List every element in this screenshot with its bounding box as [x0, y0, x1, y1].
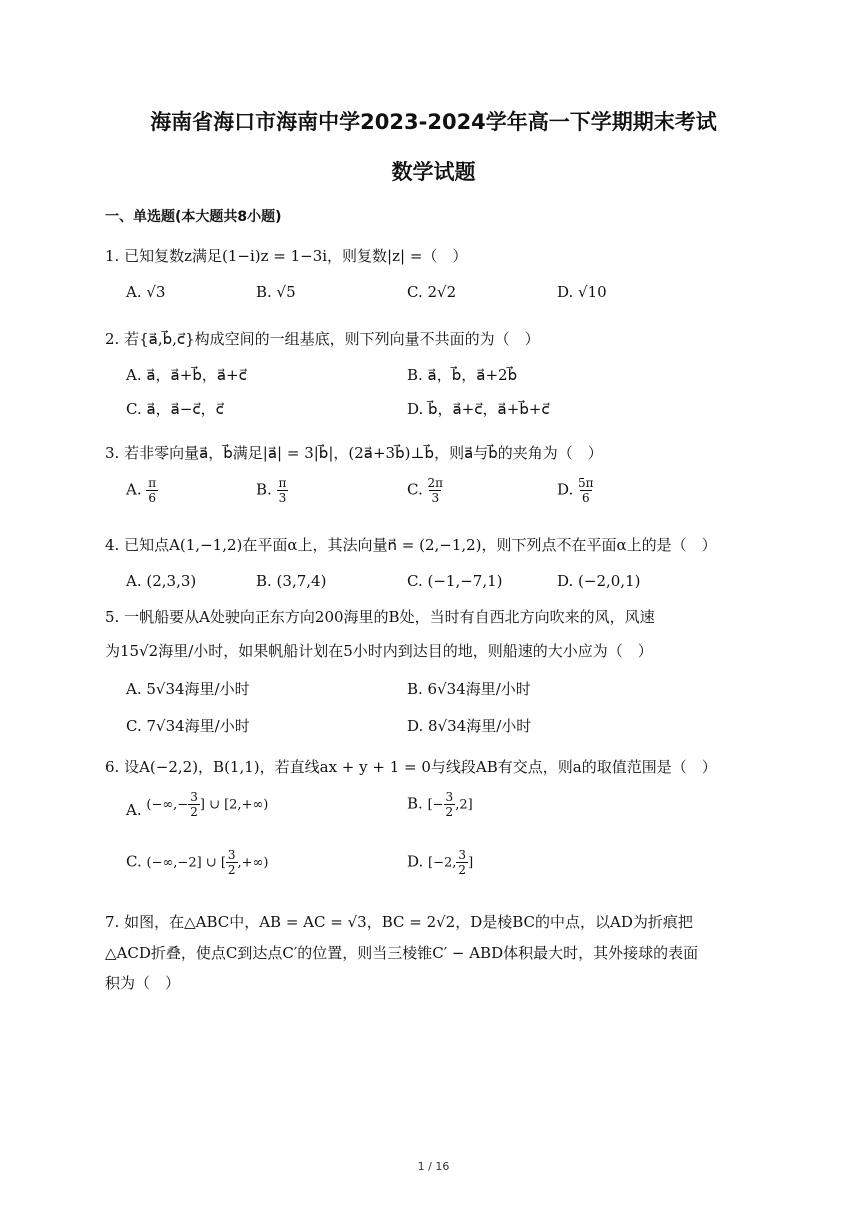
q6-option-d — [407, 848, 473, 877]
q6-option-d-fraction: $\frac{3}{2}$ — [458, 848, 467, 877]
q6-option-d-label: D. — [407, 852, 424, 871]
q6-option-a-math-right: ] ∪ [2,+∞) — [199, 797, 269, 813]
section-heading: 一、单选题(本大题共8小题) — [105, 209, 282, 225]
page-indicator: 1 / 16 — [417, 1160, 450, 1173]
q1-option-c: C. 2√2 — [407, 283, 457, 301]
q6-option-c-fraction: $\frac{3}{2}$ — [227, 848, 236, 877]
q4-option-d: D. (−2,0,1) — [557, 572, 641, 590]
q6-option-b — [407, 790, 473, 819]
question-7-stem-line3: 积为（ ） — [105, 974, 181, 992]
question-5-stem-line2: 为15√2海里/小时，如果帆船计划在5小时内到达目的地，则船速的大小应为（ ） — [105, 642, 653, 660]
exam-title: 海南省海口市海南中学2023-2024学年高一下学期期末考试 — [150, 110, 717, 134]
q3-option-c — [407, 476, 443, 505]
question-7-stem-line2: △ACD折叠，使点C到达点C′的位置，则当三棱锥C′ − ABD体积最大时，其外接球的表面 — [105, 944, 699, 962]
q6-option-a — [126, 790, 268, 819]
q3-option-d — [557, 476, 594, 505]
q2-option-a: A. a⃗，a⃗+b⃗，a⃗+c⃗ — [126, 366, 247, 384]
q4-option-c: C. (−1,−7,1) — [407, 572, 503, 590]
q4-option-b: B. (3,7,4) — [256, 572, 327, 590]
q2-option-c: C. a⃗，a⃗−c⃗，c⃗ — [126, 400, 224, 418]
q5-option-a: A. 5√34海里/小时 — [126, 680, 250, 698]
q3-option-a-label: A. — [126, 480, 142, 499]
q6-option-b-label: B. — [407, 794, 423, 813]
q6-option-c-label: C. — [126, 852, 142, 871]
q6-option-a-math-left: (−∞,− — [146, 797, 189, 813]
q3-option-d-label: D. — [557, 480, 574, 499]
question-6-stem: 6. 设A(−2,2)，B(1,1)，若直线ax + y + 1 = 0与线段AB有交点，则a的取值范围是（ ） — [105, 758, 717, 776]
q6-option-c-math-left: (−∞,−2] ∪ [ — [146, 855, 226, 871]
q3-option-b-label: B. — [256, 480, 272, 499]
q2-option-d: D. b⃗，a⃗+c⃗，a⃗+b⃗+c⃗ — [407, 400, 550, 418]
q6-option-b-math-right: ,2] — [455, 797, 473, 813]
q5-option-b: B. 6√34海里/小时 — [407, 680, 531, 698]
q6-option-d-math-left: [−2, — [428, 855, 457, 871]
q3-option-c-label: C. — [407, 480, 423, 499]
q3-option-d-fraction: $\frac{5\pi}{6}$ — [578, 476, 594, 505]
q6-option-c — [126, 848, 268, 877]
question-1-stem: 1. 已知复数z满足(1−i)z = 1−3i，则复数|z| =（ ） — [105, 247, 468, 265]
q3-option-b-fraction: $\frac{\pi}{3}$ — [278, 476, 287, 505]
exam-subtitle: 数学试题 — [391, 160, 476, 184]
q6-option-c-math-right: ,+∞) — [237, 855, 269, 871]
question-5-stem-line1: 5. 一帆船要从A处驶向正东方向200海里的B处，当时有自西北方向吹来的风，风速 — [105, 608, 655, 626]
q1-option-b: B. √5 — [256, 283, 296, 301]
q1-option-d: D. √10 — [557, 283, 607, 301]
question-2-stem: 2. 若{a⃗,b⃗,c⃗}构成空间的一组基底，则下列向量不共面的为（ ） — [105, 330, 540, 348]
q6-option-d-math-right: ] — [468, 855, 474, 871]
q5-option-d: D. 8√34海里/小时 — [407, 717, 532, 735]
q6-option-b-fraction: $\frac{3}{2}$ — [445, 790, 454, 819]
q6-option-b-math-left: [− — [427, 797, 444, 813]
question-3-stem: 3. 若非零向量a⃗，b⃗满足|a⃗| = 3|b⃗|，(2a⃗+3b⃗)⊥b⃗，则a⃗与b⃗的夹角为（ ） — [105, 444, 603, 462]
q4-option-a: A. (2,3,3) — [126, 572, 197, 590]
q1-option-a: A. √3 — [126, 283, 166, 301]
q3-option-a-fraction: $\frac{\pi}{6}$ — [148, 476, 157, 505]
q6-option-a-fraction: $\frac{3}{2}$ — [190, 790, 198, 819]
q2-option-b: B. a⃗，b⃗，a⃗+2b⃗ — [407, 366, 518, 384]
q3-option-a — [126, 476, 158, 505]
q3-option-c-fraction: $\frac{2\pi}{3}$ — [427, 476, 444, 505]
question-4-stem: 4. 已知点A(1,−1,2)在平面α上，其法向量n⃗ = (2,−1,2)，则下列点不在平面α上的是（ ） — [105, 536, 717, 554]
q5-option-c: C. 7√34海里/小时 — [126, 717, 250, 735]
question-7-stem-line1: 7. 如图，在△ABC中，AB = AC = √3，BC = 2√2，D是棱BC的中点，以AD为折痕把 — [105, 913, 693, 931]
q3-option-b — [256, 476, 288, 505]
q6-option-a-label: A. — [126, 801, 142, 819]
